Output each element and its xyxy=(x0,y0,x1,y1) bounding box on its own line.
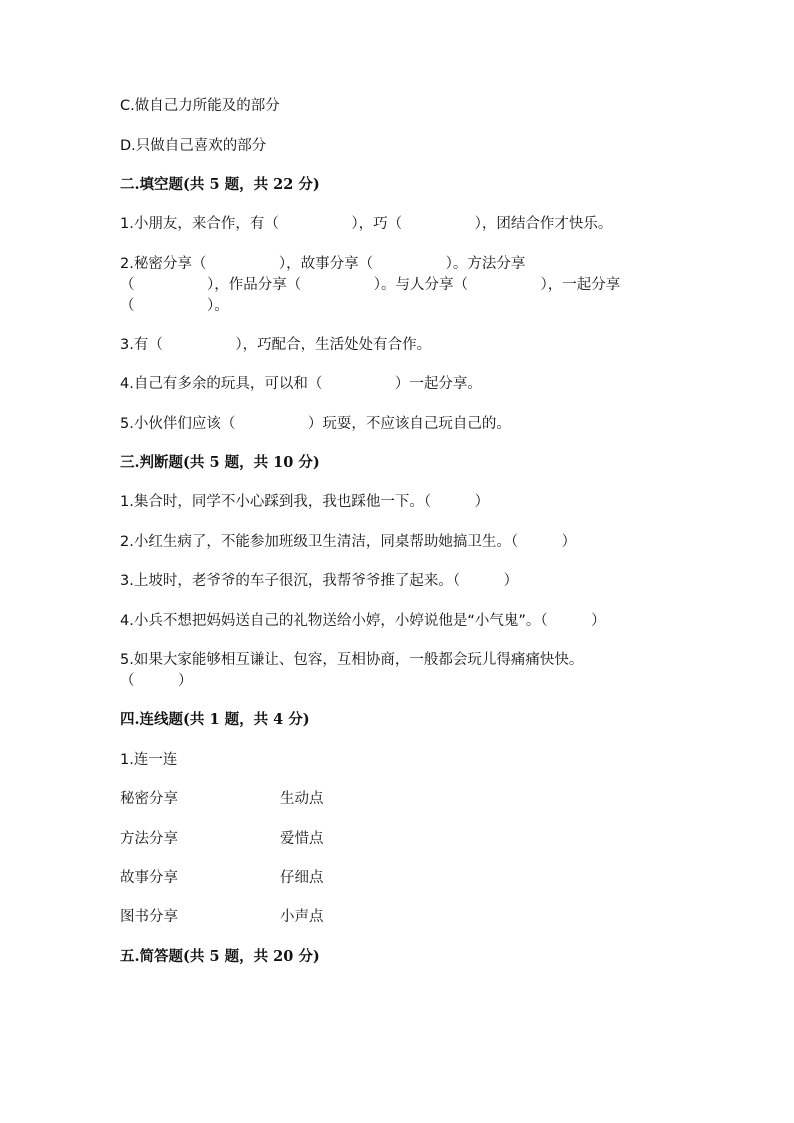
fill-question-3: 3.有（ ），巧配合，生活处处有合作。 xyxy=(120,337,432,353)
match-title: 1.连一连 xyxy=(120,752,178,768)
judge-question-5-line-1: 5.如果大家能够相互谦让、包容，互相协商，一般都会玩儿得痛痛快快。 xyxy=(120,652,584,668)
judge-question-2: 2.小红生病了，不能参加班级卫生清洁，同桌帮助她搞卫生。（ ） xyxy=(120,534,577,550)
match-left-2: 方法分享 xyxy=(120,831,178,847)
match-right-2: 爱惜点 xyxy=(280,831,324,847)
fill-question-2-line-2: （ ），作品分享（ ）。与人分享（ ），一起分享 xyxy=(120,277,621,293)
section-5-heading: 五.简答题(共 5 题，共 20 分) xyxy=(120,948,320,965)
section-3-heading: 三.判断题(共 5 题，共 10 分) xyxy=(120,454,320,471)
match-right-3: 仔细点 xyxy=(280,870,324,886)
fill-question-4: 4.自己有多余的玩具，可以和（ ）一起分享。 xyxy=(120,376,482,392)
option-d: D.只做自己喜欢的部分 xyxy=(120,138,267,154)
match-right-1: 生动点 xyxy=(280,791,324,807)
section-2-heading: 二.填空题(共 5 题，共 22 分) xyxy=(120,176,320,193)
judge-question-5-line-2: （ ） xyxy=(120,673,193,689)
fill-question-5: 5.小伙伴们应该（ ）玩耍，不应该自己玩自己的。 xyxy=(120,416,511,432)
judge-question-4: 4.小兵不想把妈妈送自己的礼物送给小婷，小婷说他是“小气鬼”。（ ） xyxy=(120,613,606,629)
match-right-4: 小声点 xyxy=(280,909,324,925)
fill-question-2-line-3: （ ）。 xyxy=(120,298,229,314)
fill-question-1: 1.小朋友，来合作，有（ ），巧（ ），团结合作才快乐。 xyxy=(120,216,613,232)
match-left-4: 图书分享 xyxy=(120,909,178,925)
option-c: C.做自己力所能及的部分 xyxy=(120,98,280,114)
match-left-1: 秘密分享 xyxy=(120,791,178,807)
fill-question-2-line-1: 2.秘密分享（ ），故事分享（ ）。方法分享 xyxy=(120,256,526,272)
judge-question-3: 3.上坡时，老爷爷的车子很沉，我帮爷爷推了起来。（ ） xyxy=(120,573,519,589)
match-left-3: 故事分享 xyxy=(120,870,178,886)
section-4-heading: 四.连线题(共 1 题，共 4 分) xyxy=(120,711,310,728)
judge-question-1: 1.集合时，同学不小心踩到我，我也踩他一下。（ ） xyxy=(120,494,490,510)
